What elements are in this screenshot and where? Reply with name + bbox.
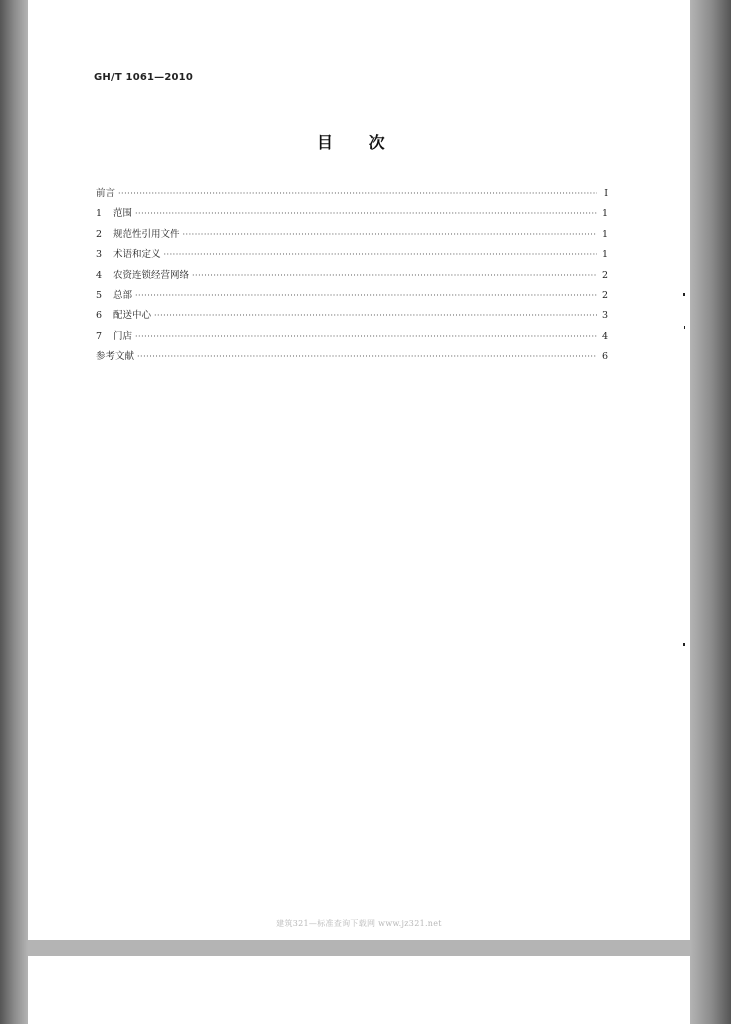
toc-leader-dots xyxy=(135,291,597,300)
toc-entry-label: 农资连锁经营网络 xyxy=(113,269,190,281)
toc-entry[interactable] xyxy=(96,348,608,368)
toc-leader-dots xyxy=(192,271,597,280)
toc-entry-number: 7 xyxy=(96,330,103,342)
footer-watermark: 建筑321—标准查询下载网 www.jz321.net xyxy=(276,919,442,928)
toc-entry[interactable] xyxy=(96,328,608,348)
toc-entry-number: 1 xyxy=(96,208,103,220)
toc-entry[interactable] xyxy=(96,267,608,287)
toc-entry-label: 术语和定义 xyxy=(113,249,161,261)
toc-entry[interactable] xyxy=(96,185,608,205)
toc-title: 目 次 xyxy=(317,133,385,152)
scan-artifact xyxy=(683,643,685,646)
toc-entry[interactable] xyxy=(96,307,608,327)
toc-entry-label: 范围 xyxy=(113,208,133,220)
toc-entry[interactable] xyxy=(96,205,608,225)
scan-artifact xyxy=(684,326,685,329)
toc-entry-page: 2 xyxy=(601,289,608,301)
toc-entry-number: 5 xyxy=(96,289,103,301)
toc-entry-label: 门店 xyxy=(113,330,133,342)
toc-leader-dots xyxy=(154,311,597,320)
toc-leader-dots xyxy=(118,189,597,198)
toc-leader-dots xyxy=(135,332,597,341)
toc-leader-dots xyxy=(183,230,597,239)
toc-entry-label: 配送中心 xyxy=(113,310,152,322)
toc-entry-number: 3 xyxy=(96,249,103,261)
document-code: GH/T 1061—2010 xyxy=(94,72,193,83)
toc-leader-dots xyxy=(137,352,597,361)
toc-leader-dots xyxy=(164,250,597,259)
document-page xyxy=(28,0,690,940)
toc-entry[interactable] xyxy=(96,226,608,246)
toc-entry-label: 规范性引用文件 xyxy=(113,228,180,240)
toc-entry-page: 1 xyxy=(601,208,608,220)
next-document-page xyxy=(28,956,690,1024)
toc-entry-page: 1 xyxy=(601,228,608,240)
toc-entry[interactable] xyxy=(96,287,608,307)
toc-entry-label: 总部 xyxy=(113,289,133,301)
table-of-contents xyxy=(96,185,608,369)
toc-entry-page: 2 xyxy=(601,269,608,281)
toc-entry-page: 6 xyxy=(601,351,608,363)
toc-entry-page: 3 xyxy=(601,310,608,322)
toc-entry-number: 4 xyxy=(96,269,103,281)
toc-entry[interactable] xyxy=(96,246,608,266)
toc-leader-dots xyxy=(135,209,597,218)
toc-entry-page: I xyxy=(604,188,608,199)
scan-artifact xyxy=(683,293,685,296)
toc-entry-number: 6 xyxy=(96,310,103,322)
toc-entry-label: 前言 xyxy=(96,188,116,199)
toc-entry-page: 1 xyxy=(601,249,608,261)
toc-entry-number: 2 xyxy=(96,228,103,240)
toc-entry-page: 4 xyxy=(601,330,608,342)
toc-entry-label: 参考文献 xyxy=(96,351,135,363)
